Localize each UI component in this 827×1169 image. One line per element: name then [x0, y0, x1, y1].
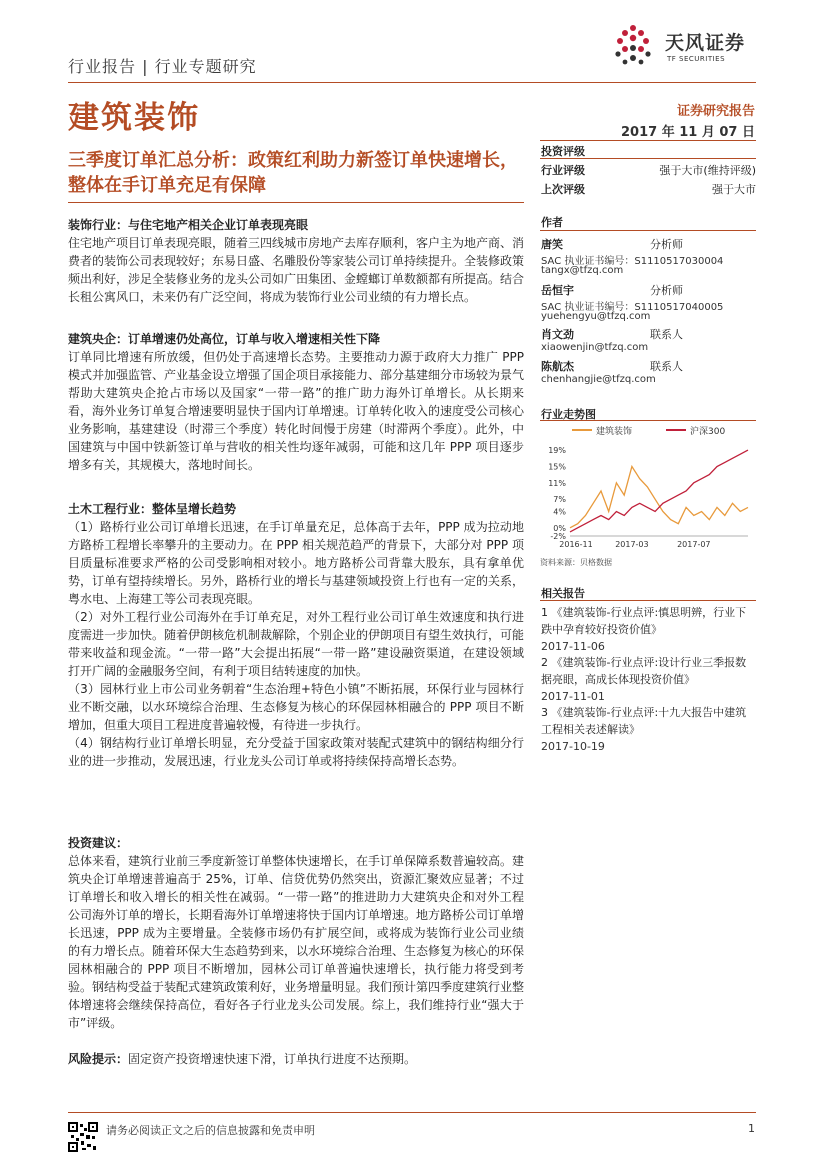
- sidebar-rule: [540, 230, 756, 231]
- title-rule: [68, 202, 524, 203]
- prev-rating-row: [541, 181, 756, 197]
- author-role: 联系人: [650, 360, 683, 373]
- report-title: 三季度订单汇总分析：政策红利助力新签订单快速增长，整体在手订单充足有保障: [68, 150, 518, 196]
- section-paragraph: （1）路桥行业公司订单增长迅速，在手订单量充足，总体高于去年，PPP 成为拉动地方路桥工程增长率攀升的主要动力。在 PPP 相关规范趋严的背景下，大部分对 PPP 项目质量标准要求严格的公司受影响相对较小。地方路桥公司背靠大股东，具有拿单优势，订单有望持续增长。另外，路桥行业的增长与基建领域投资上行也有一定的关系，粤水电、上海建工等公司表现亮眼。: [68, 520, 525, 606]
- risk-label: 风险提示：: [68, 1052, 129, 1066]
- y-tick-label: 0%: [553, 523, 566, 533]
- related-title: 相关报告: [541, 587, 585, 600]
- section-paragraph: （3）园林行业上市公司业务朝着“生态治理+特色小镇”不断拓展，环保行业与园林行业不断交融，以水环境综合治理、生态修复为核心的环保园林相融合的 PPP 项目不断增加，但重大项目工程进度普遍较慢，有待进一步执行。: [68, 682, 524, 732]
- footer-rule: [68, 1112, 756, 1113]
- y-tick-label: 4%: [553, 507, 566, 517]
- related-report[interactable]: [541, 654, 756, 705]
- y-tick-label: 15%: [548, 462, 566, 472]
- author-name: 陈航杰: [541, 360, 574, 373]
- risk-note: [68, 1050, 524, 1068]
- header-rule: [68, 82, 756, 83]
- legend-label: 建筑装饰: [596, 427, 633, 437]
- x-tick-label: 2017-07: [677, 540, 711, 549]
- related-report-title[interactable]: 3 《建筑装饰-行业点评:十九大报告中建筑工程相关表述解读》: [541, 706, 747, 736]
- author-cert: SAC 执业证书编号：S1110517030004: [541, 256, 724, 267]
- section-paragraph: （2）对外工程行业公司海外在手订单充足，对外工程行业公司订单生效速度和执行进度需进一步加快。随着伊朗核危机制裁解除，个别企业的伊朗项目有望生效执行，可能带来收益和现金流。“一带一路”大会提出拓展“一带一路”建设融资渠道，在建设领域打开广阔的金融服务空间，有利于项目结转速度的加快。: [68, 610, 525, 678]
- industry-rating-value: 强于大市(维持评级): [659, 164, 756, 177]
- series-line: [570, 450, 748, 532]
- section-heading: 土木工程行业：整体呈增长趋势: [68, 502, 237, 516]
- industry-rating-label: 行业评级: [541, 164, 585, 177]
- report-type: 证券研究报告: [676, 104, 755, 119]
- author-name: 岳恒宇: [541, 284, 574, 297]
- sidebar-rule: [540, 600, 756, 601]
- related-report[interactable]: [541, 704, 756, 755]
- section-paragraph: 总体来看，建筑行业前三季度新签订单整体快速增长，在手订单保障系数普遍较高。建筑央企订单增速普遍高于 25%，订单、信贷优势仍然突出，资源汇聚效应显著；不过订单增长和收入增长的相关性在减弱。“一带一路”的推进助力大建筑央企和对外工程公司海外订单的增长，长期看海外订单增速将快于国内订单增速。地方路桥公司订单增长迅速，PPP 成为主要增量。全装修市场仍有扩展空间，或将成为装饰行业公司业绩的有力增长点。随着环保大生态趋势到来，以水环境综合治理、生态修复为核心的环保园林相融合的 PPP 项目不断增加，园林公司订单普遍快速增长，执行能力将受到考验。钢结构受益于装配式建筑政策利好，业务增量明显。我们预计第四季度建筑行业整体增速将会继续保持高位，看好各子行业龙头公司发展。综上，我们维持行业“强大于市”评级。: [68, 854, 525, 1030]
- report-date: 2017 年 11 月 07 日: [621, 125, 755, 140]
- industry-rating-row: [541, 162, 756, 178]
- x-tick-label: 2017-03: [615, 540, 649, 549]
- y-tick-label: -2%: [550, 532, 566, 541]
- sidebar-top-rule: [540, 140, 756, 141]
- section-decoration: [68, 216, 524, 306]
- sidebar-rule: [540, 158, 756, 159]
- logo-subtext: TF SECURITIES: [667, 55, 726, 63]
- y-tick-label: 11%: [548, 478, 566, 488]
- authors-title: 作者: [541, 216, 563, 229]
- author-email[interactable]: chenhangjie@tfzq.com: [541, 374, 656, 385]
- author-email[interactable]: tangx@tfzq.com: [541, 265, 624, 276]
- section-heading: 建筑央企：订单增速仍处高位，订单与收入增速相关性下降: [68, 332, 381, 346]
- risk-text: 固定资产投资增速快速下滑，订单执行进度不达预期。: [128, 1052, 417, 1066]
- qr-code-icon: [68, 1122, 98, 1152]
- legend-label: 沪深300: [690, 427, 726, 437]
- author-role: 分析师: [650, 238, 683, 251]
- logo-text: 天风证券: [665, 32, 746, 54]
- y-tick-label: 19%: [548, 446, 566, 456]
- y-tick-label: 7%: [553, 495, 566, 505]
- breadcrumb: 行业报告 | 行业专题研究: [68, 57, 257, 76]
- author-email[interactable]: xiaowenjin@tfzq.com: [541, 342, 649, 353]
- section-central-soe: [68, 330, 524, 474]
- section-civil-engineering: [68, 500, 524, 770]
- chart-title: 行业走势图: [541, 408, 596, 421]
- related-report-date: 2017-11-06: [541, 640, 605, 653]
- author-email[interactable]: yuehengyu@tfzq.com: [541, 311, 651, 322]
- section-paragraph: （4）钢结构行业订单增长明显，充分受益于国家政策对装配式建筑中的钢结构细分行业的进一步推动，发展迅速，行业龙头公司订单或将持续保持高增长态势。: [68, 736, 524, 768]
- page-number: 1: [748, 1122, 755, 1135]
- related-report[interactable]: [541, 604, 756, 655]
- related-report-title[interactable]: 2 《建筑装饰-行业点评:设计行业三季报数据亮眼，高成长体现投资价值》: [541, 656, 747, 686]
- sector-title: 建筑装饰: [68, 100, 200, 136]
- author-cert: SAC 执业证书编号：S1110517040005: [541, 302, 724, 313]
- author-role: 联系人: [650, 328, 683, 341]
- prev-rating-label: 上次评级: [541, 183, 585, 196]
- related-report-title[interactable]: 1 《建筑装饰-行业点评:慎思明辨，行业下跌中孕育较好投资价值》: [541, 606, 747, 636]
- footer-disclaimer: 请务必阅读正文之后的信息披露和免责申明: [106, 1124, 315, 1137]
- related-report-date: 2017-11-01: [541, 690, 605, 703]
- author-name: 肖文劲: [541, 328, 574, 341]
- section-heading: 装饰行业：与住宅地产相关企业订单表现亮眼: [68, 218, 309, 232]
- series-line: [570, 467, 748, 528]
- x-tick-label: 2016-11: [559, 540, 593, 549]
- section-heading: 投资建议：: [68, 836, 129, 850]
- section-investment: [68, 834, 524, 1032]
- section-paragraph: 订单同比增速有所放缓，但仍处于高速增长态势。主要推动力源于政府大力推广 PPP 模式并加强监管、产业基金设立增强了国企项目承接能力、部分基建细分市场较为景气帮助大建筑央企抢占市场以及国家“一带一路”的推广助力海外订单增长。从长期来看，海外业务订单复合增速要明显快于国内订单增速。订单转化收入的速度受公司核心业务影响，基建建设（时滞三个季度）转化时间慢于房建（时滞两个季度）。此外，中国建筑与中国中铁新签订单与营收的相关性均逐年减弱，可能和这几年 PPP 项目逐步增多有关，其规模大，落地时间长。: [68, 350, 525, 472]
- author-role: 分析师: [650, 284, 683, 297]
- trend-chart: [538, 418, 756, 554]
- author-name: 唐笑: [541, 238, 563, 251]
- section-paragraph: 住宅地产项目订单表现亮眼，随着三四线城市房地产去库存顺利，客户主为地产商、消费者的装饰公司表现较好；东易日盛、名雕股份等家装公司订单持续提升。全装修政策频出利好，涉足全装修业务的龙头公司如广田集团、金螳螂订单数额都有所提高。结合长租公寓风口，未来仍有广泛空间，将成为装饰行业公司业绩的有力增长点。: [68, 236, 525, 304]
- related-report-date: 2017-10-19: [541, 740, 605, 753]
- prev-rating-value: 强于大市: [712, 183, 756, 196]
- rating-title: 投资评级: [541, 145, 585, 158]
- chart-source: 资料来源：贝格数据: [540, 558, 612, 567]
